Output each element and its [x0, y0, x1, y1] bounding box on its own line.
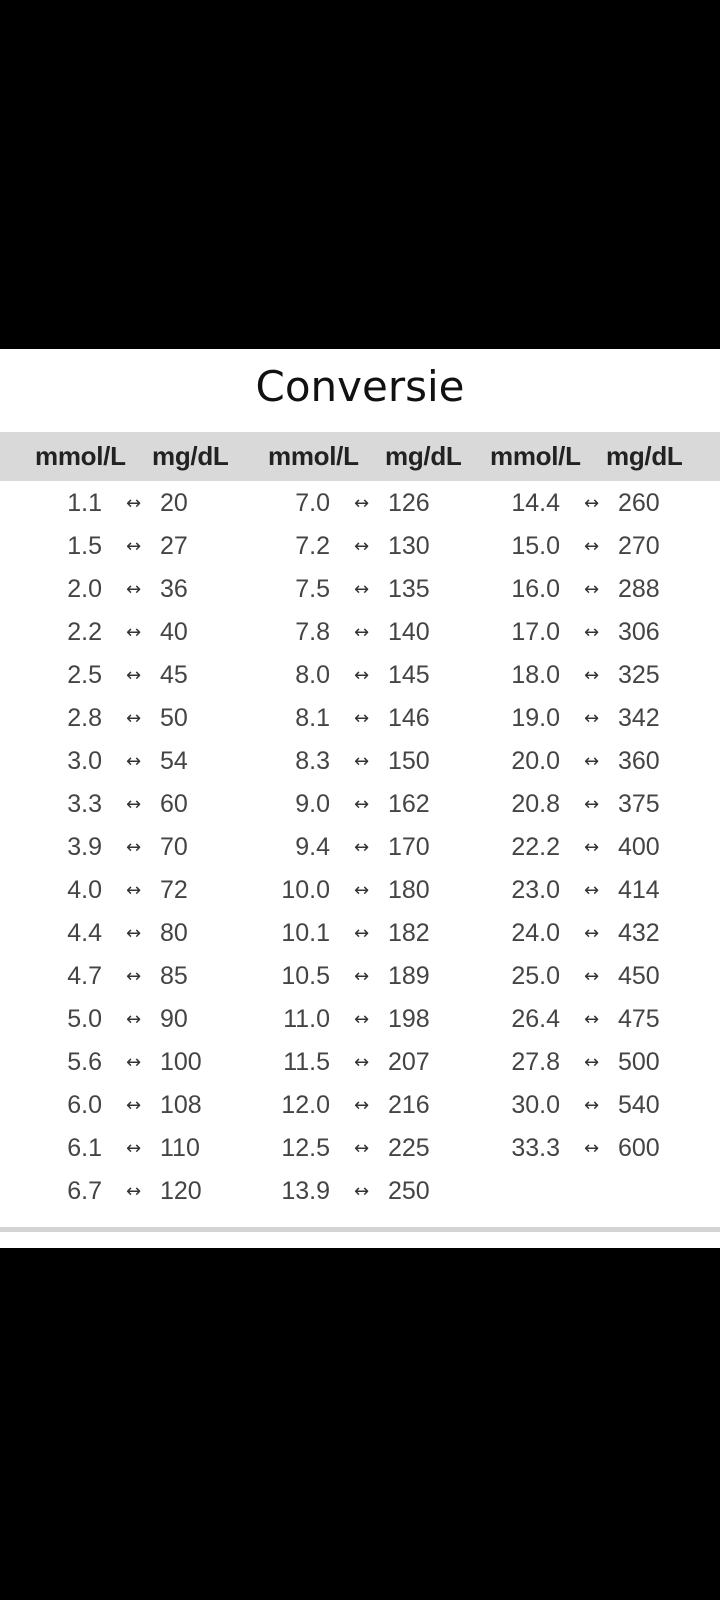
mmol-value: 7.8: [295, 618, 330, 646]
mgdl-value: 600: [618, 1134, 660, 1162]
mmol-value: 20.8: [511, 790, 560, 818]
table-row: [42, 611, 272, 654]
mmol-value: 2.5: [67, 661, 102, 689]
left-right-arrow-icon: ↔: [126, 665, 142, 686]
left-right-arrow-icon: ↔: [584, 1138, 600, 1159]
left-right-arrow-icon: ↔: [584, 1009, 600, 1030]
mgdl-value: 126: [388, 489, 430, 517]
mgdl-value: 170: [388, 833, 430, 861]
left-right-arrow-icon: ↔: [354, 622, 370, 643]
mgdl-value: 20: [160, 489, 188, 517]
header-mgdl-3: mg/dL: [606, 441, 683, 471]
table-header: [0, 432, 720, 481]
mmol-value: 22.2: [511, 833, 560, 861]
mgdl-value: 360: [618, 747, 660, 775]
mgdl-value: 260: [618, 489, 660, 517]
mmol-value: 1.5: [67, 532, 102, 560]
table-row: [270, 869, 500, 912]
mmol-value: 5.6: [67, 1048, 102, 1076]
mgdl-value: 325: [618, 661, 660, 689]
table-row: [500, 998, 720, 1041]
mmol-value: 14.4: [511, 489, 560, 517]
mmol-value: 3.3: [67, 790, 102, 818]
table-row: [500, 611, 720, 654]
left-right-arrow-icon: ↔: [126, 1052, 142, 1073]
mmol-value: 8.1: [295, 704, 330, 732]
mgdl-value: 500: [618, 1048, 660, 1076]
table-row: [270, 568, 500, 611]
mgdl-value: 54: [160, 747, 188, 775]
left-right-arrow-icon: ↔: [584, 708, 600, 729]
table-row: [270, 1127, 500, 1170]
left-right-arrow-icon: ↔: [354, 493, 370, 514]
mgdl-value: 162: [388, 790, 430, 818]
table-row: [500, 697, 720, 740]
mmol-value: 4.0: [67, 876, 102, 904]
mmol-value: 10.0: [281, 876, 330, 904]
mmol-value: 19.0: [511, 704, 560, 732]
mmol-value: 6.1: [67, 1134, 102, 1162]
mgdl-value: 27: [160, 532, 188, 560]
left-right-arrow-icon: ↔: [354, 1181, 370, 1202]
mgdl-value: 270: [618, 532, 660, 560]
table-row: [500, 1084, 720, 1127]
table-row: [270, 1041, 500, 1084]
table-row: [42, 1084, 272, 1127]
mmol-value: 8.0: [295, 661, 330, 689]
left-right-arrow-icon: ↔: [126, 708, 142, 729]
mmol-value: 17.0: [511, 618, 560, 646]
mgdl-value: 198: [388, 1005, 430, 1033]
mmol-value: 23.0: [511, 876, 560, 904]
mmol-value: 20.0: [511, 747, 560, 775]
left-right-arrow-icon: ↔: [354, 880, 370, 901]
table-row: [500, 568, 720, 611]
mgdl-value: 225: [388, 1134, 430, 1162]
left-right-arrow-icon: ↔: [584, 1095, 600, 1116]
left-right-arrow-icon: ↔: [584, 966, 600, 987]
left-right-arrow-icon: ↔: [126, 579, 142, 600]
left-right-arrow-icon: ↔: [584, 622, 600, 643]
table-row: [270, 482, 500, 525]
left-right-arrow-icon: ↔: [126, 1009, 142, 1030]
left-right-arrow-icon: ↔: [584, 1052, 600, 1073]
mgdl-value: 146: [388, 704, 430, 732]
table-row: [270, 826, 500, 869]
mmol-value: 33.3: [511, 1134, 560, 1162]
mgdl-value: 189: [388, 962, 430, 990]
header-mmol-1: mmol/L: [35, 441, 126, 471]
table-row: [42, 1170, 272, 1213]
table-row: [270, 611, 500, 654]
mgdl-value: 306: [618, 618, 660, 646]
mgdl-value: 120: [160, 1177, 202, 1205]
mmol-value: 4.4: [67, 919, 102, 947]
table-row: [270, 998, 500, 1041]
left-right-arrow-icon: ↔: [354, 1052, 370, 1073]
table-row: [270, 955, 500, 998]
table-row: [270, 1170, 500, 1213]
mgdl-value: 450: [618, 962, 660, 990]
left-right-arrow-icon: ↔: [584, 794, 600, 815]
left-right-arrow-icon: ↔: [354, 1138, 370, 1159]
table-row: [42, 482, 272, 525]
mmol-value: 7.0: [295, 489, 330, 517]
mmol-value: 2.0: [67, 575, 102, 603]
mgdl-value: 40: [160, 618, 188, 646]
mmol-value: 6.0: [67, 1091, 102, 1119]
conversion-sheet: [0, 349, 720, 1248]
table-row: [270, 740, 500, 783]
table-row: [42, 826, 272, 869]
mgdl-value: 207: [388, 1048, 430, 1076]
table-row: [500, 783, 720, 826]
left-right-arrow-icon: ↔: [584, 923, 600, 944]
table-row: [42, 654, 272, 697]
left-right-arrow-icon: ↔: [354, 665, 370, 686]
mgdl-value: 414: [618, 876, 660, 904]
mmol-value: 3.0: [67, 747, 102, 775]
left-right-arrow-icon: ↔: [584, 493, 600, 514]
left-right-arrow-icon: ↔: [354, 536, 370, 557]
mmol-value: 15.0: [511, 532, 560, 560]
mgdl-value: 100: [160, 1048, 202, 1076]
mmol-value: 2.2: [67, 618, 102, 646]
left-right-arrow-icon: ↔: [126, 880, 142, 901]
mmol-value: 12.0: [281, 1091, 330, 1119]
table-row: [270, 525, 500, 568]
mmol-value: 4.7: [67, 962, 102, 990]
left-right-arrow-icon: ↔: [126, 1138, 142, 1159]
left-right-arrow-icon: ↔: [126, 622, 142, 643]
left-right-arrow-icon: ↔: [584, 880, 600, 901]
mgdl-value: 110: [160, 1134, 200, 1162]
left-right-arrow-icon: ↔: [354, 837, 370, 858]
mgdl-value: 130: [388, 532, 430, 560]
left-right-arrow-icon: ↔: [354, 579, 370, 600]
mgdl-value: 36: [160, 575, 188, 603]
header-mgdl-1: mg/dL: [152, 441, 229, 471]
table-row: [270, 1084, 500, 1127]
mgdl-value: 108: [160, 1091, 202, 1119]
table-row: [42, 697, 272, 740]
left-right-arrow-icon: ↔: [354, 966, 370, 987]
table-row: [500, 1041, 720, 1084]
mmol-value: 24.0: [511, 919, 560, 947]
mmol-value: 9.0: [295, 790, 330, 818]
mgdl-value: 45: [160, 661, 188, 689]
mgdl-value: 145: [388, 661, 430, 689]
mmol-value: 1.1: [67, 489, 102, 517]
mmol-value: 12.5: [281, 1134, 330, 1162]
left-right-arrow-icon: ↔: [354, 794, 370, 815]
mmol-value: 11.5: [283, 1048, 330, 1076]
table-row: [500, 826, 720, 869]
mgdl-value: 60: [160, 790, 188, 818]
table-row: [270, 697, 500, 740]
table-row: [500, 482, 720, 525]
mgdl-value: 85: [160, 962, 188, 990]
mmol-value: 10.1: [281, 919, 330, 947]
left-right-arrow-icon: ↔: [584, 665, 600, 686]
mgdl-value: 80: [160, 919, 188, 947]
left-right-arrow-icon: ↔: [354, 1009, 370, 1030]
mgdl-value: 140: [388, 618, 430, 646]
mgdl-value: 150: [388, 747, 430, 775]
table-row: [500, 525, 720, 568]
top-black-area: [0, 0, 720, 349]
mgdl-value: 288: [618, 575, 660, 603]
table-row: [270, 783, 500, 826]
table-row: [42, 955, 272, 998]
table-row: [42, 740, 272, 783]
table-row: [500, 869, 720, 912]
table-row: [500, 955, 720, 998]
left-right-arrow-icon: ↔: [126, 966, 142, 987]
mmol-value: 8.3: [295, 747, 330, 775]
mmol-value: 26.4: [511, 1005, 560, 1033]
table-row: [42, 1127, 272, 1170]
mmol-value: 16.0: [511, 575, 560, 603]
header-mgdl-2: mg/dL: [385, 441, 462, 471]
mgdl-value: 475: [618, 1005, 660, 1033]
header-mmol-3: mmol/L: [490, 441, 581, 471]
table-row: [42, 525, 272, 568]
table-row: [42, 869, 272, 912]
left-right-arrow-icon: ↔: [126, 536, 142, 557]
left-right-arrow-icon: ↔: [354, 708, 370, 729]
mmol-value: 18.0: [511, 661, 560, 689]
divider: [0, 1227, 720, 1232]
mgdl-value: 135: [388, 575, 430, 603]
table-row: [42, 568, 272, 611]
left-right-arrow-icon: ↔: [354, 751, 370, 772]
mgdl-value: 50: [160, 704, 188, 732]
table-row: [500, 912, 720, 955]
mgdl-value: 375: [618, 790, 660, 818]
mgdl-value: 180: [388, 876, 430, 904]
mmol-value: 5.0: [67, 1005, 102, 1033]
mmol-value: 2.8: [67, 704, 102, 732]
table-row: [500, 654, 720, 697]
mgdl-value: 90: [160, 1005, 188, 1033]
mgdl-value: 72: [160, 876, 188, 904]
mmol-value: 3.9: [67, 833, 102, 861]
left-right-arrow-icon: ↔: [584, 579, 600, 600]
mmol-value: 7.5: [295, 575, 330, 603]
table-row: [500, 1127, 720, 1170]
mgdl-value: 342: [618, 704, 660, 732]
header-mmol-2: mmol/L: [268, 441, 359, 471]
left-right-arrow-icon: ↔: [126, 1095, 142, 1116]
table-row: [270, 654, 500, 697]
mmol-value: 11.0: [283, 1005, 330, 1033]
left-right-arrow-icon: ↔: [354, 923, 370, 944]
mgdl-value: 540: [618, 1091, 660, 1119]
left-right-arrow-icon: ↔: [126, 837, 142, 858]
table-row: [42, 912, 272, 955]
left-right-arrow-icon: ↔: [126, 1181, 142, 1202]
left-right-arrow-icon: ↔: [126, 493, 142, 514]
mgdl-value: 400: [618, 833, 660, 861]
mgdl-value: 182: [388, 919, 430, 947]
mmol-value: 30.0: [511, 1091, 560, 1119]
left-right-arrow-icon: ↔: [584, 751, 600, 772]
page-title: Conversie: [255, 362, 465, 411]
table-row: [42, 1041, 272, 1084]
mgdl-value: 216: [388, 1091, 430, 1119]
mmol-value: 13.9: [281, 1177, 330, 1205]
mmol-value: 6.7: [67, 1177, 102, 1205]
mgdl-value: 250: [388, 1177, 430, 1205]
mmol-value: 25.0: [511, 962, 560, 990]
left-right-arrow-icon: ↔: [126, 751, 142, 772]
mgdl-value: 70: [160, 833, 188, 861]
mmol-value: 10.5: [281, 962, 330, 990]
table-row: [270, 912, 500, 955]
left-right-arrow-icon: ↔: [354, 1095, 370, 1116]
mgdl-value: 432: [618, 919, 660, 947]
left-right-arrow-icon: ↔: [126, 794, 142, 815]
mmol-value: 9.4: [295, 833, 330, 861]
left-right-arrow-icon: ↔: [584, 837, 600, 858]
table-row: [500, 740, 720, 783]
table-row: [42, 783, 272, 826]
bottom-black-area: [0, 1248, 720, 1600]
mmol-value: 27.8: [511, 1048, 560, 1076]
mmol-value: 7.2: [295, 532, 330, 560]
left-right-arrow-icon: ↔: [126, 923, 142, 944]
left-right-arrow-icon: ↔: [584, 536, 600, 557]
table-row: [42, 998, 272, 1041]
